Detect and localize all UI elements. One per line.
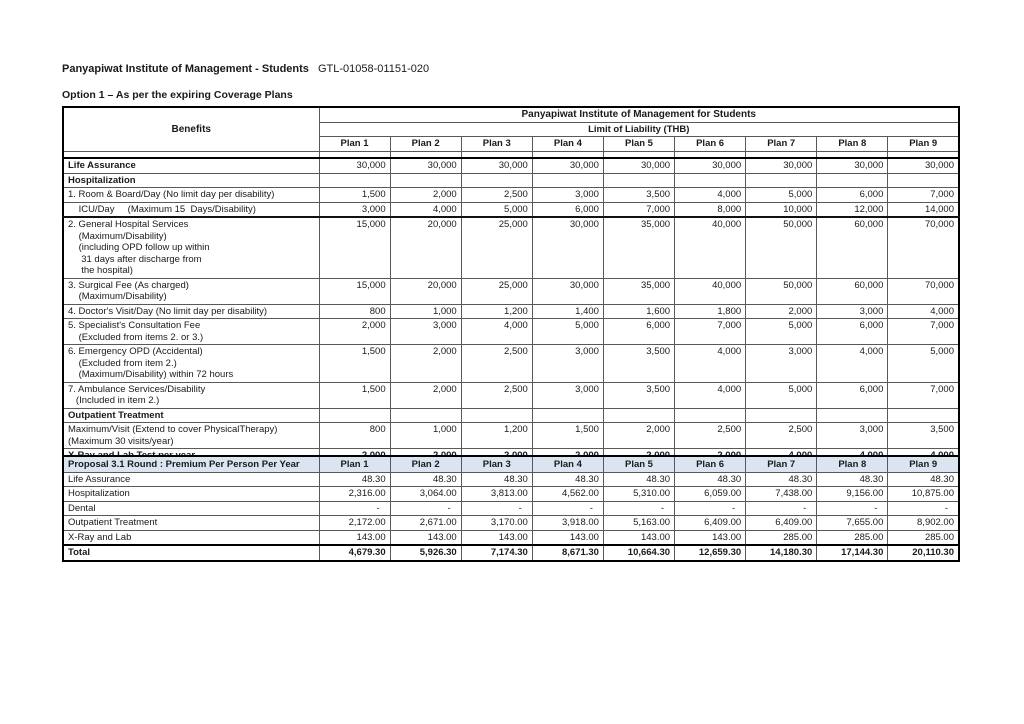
benefit-row	[63, 217, 959, 278]
premium-value: 7,438.00	[746, 487, 817, 502]
premium-table	[62, 455, 960, 562]
premium-value: 48.30	[888, 472, 959, 487]
premium-value: 3,064.00	[390, 487, 461, 502]
benefit-value: 30,000	[746, 158, 817, 173]
premium-row	[63, 530, 959, 545]
plan-header: Plan 4	[532, 137, 603, 152]
policy-reference-number: GTL-01058-01151-020	[318, 63, 430, 75]
benefit-label-line: (Maximum/Disability)	[68, 230, 167, 242]
premium-value: 285.00	[817, 530, 888, 545]
benefit-row	[63, 173, 959, 188]
benefit-label-line: Outpatient Treatment	[68, 409, 164, 421]
benefit-value: 20,000	[390, 278, 461, 304]
premium-value: -	[461, 501, 532, 516]
plan-header: Plan 2	[390, 137, 461, 152]
premium-value: 143.00	[319, 530, 390, 545]
benefit-value	[746, 408, 817, 423]
benefit-label-line: 6. Emergency OPD (Accidental)	[68, 346, 203, 357]
benefit-value: 1,200	[461, 304, 532, 319]
benefit-label	[63, 408, 319, 423]
benefit-label	[63, 278, 319, 304]
premium-value: 48.30	[532, 472, 603, 487]
premium-value: 4,679.30	[319, 545, 390, 561]
benefit-label-line: Life Assurance	[68, 160, 136, 171]
benefit-label-line: 2. General Hospital Services	[68, 219, 189, 230]
benefit-label	[63, 423, 319, 449]
benefit-label-line: 4. Doctor's Visit/Day (No limit day per disability)	[68, 305, 268, 317]
benefit-value: 800	[319, 423, 390, 449]
premium-value: 143.00	[603, 530, 674, 545]
benefit-value: 15,000	[319, 217, 390, 278]
plan-header: Plan 9	[888, 137, 959, 152]
premium-label: Outpatient Treatment	[63, 516, 319, 531]
premium-plan-header: Plan 1	[319, 456, 390, 472]
benefit-value: 4,000	[675, 345, 746, 383]
premium-value: 5,310.00	[603, 487, 674, 502]
benefit-value: 1,600	[603, 304, 674, 319]
premium-value: -	[746, 501, 817, 516]
benefit-value	[603, 173, 674, 188]
benefit-label	[63, 319, 319, 345]
benefit-value	[817, 173, 888, 188]
benefit-value: 1,500	[532, 423, 603, 449]
benefit-value: 800	[319, 304, 390, 319]
benefit-value: 2,000	[603, 423, 674, 449]
premium-table-body	[63, 472, 959, 561]
benefit-value: 6,000	[532, 202, 603, 217]
benefit-value: 35,000	[603, 278, 674, 304]
benefit-value: 5,000	[532, 319, 603, 345]
coverage-limits-table	[62, 106, 960, 465]
benefit-value: 1,200	[461, 423, 532, 449]
premium-value: 6,409.00	[675, 516, 746, 531]
benefit-row	[63, 304, 959, 319]
premium-plan-header: Plan 5	[603, 456, 674, 472]
benefit-value: 2,500	[675, 423, 746, 449]
benefit-value: 30,000	[390, 158, 461, 173]
benefit-label	[63, 217, 319, 278]
premium-value: 17,144.30	[817, 545, 888, 561]
benefit-row	[63, 408, 959, 423]
benefit-value	[319, 408, 390, 423]
benefit-value: 1,500	[319, 345, 390, 383]
benefit-row	[63, 188, 959, 203]
premium-value: -	[817, 501, 888, 516]
benefit-label-line: (Excluded from items 2. or 3.)	[68, 331, 204, 343]
premium-value: 20,110.30	[888, 545, 959, 561]
plan-header: Plan 3	[461, 137, 532, 152]
premium-value: 10,875.00	[888, 487, 959, 502]
benefit-value: 15,000	[319, 278, 390, 304]
premium-value: 14,180.30	[746, 545, 817, 561]
benefit-value: 2,000	[390, 188, 461, 203]
benefit-label-line: 5. Specialist's Consultation Fee	[68, 320, 201, 331]
benefit-label-line: (including OPD follow up within	[68, 242, 210, 253]
benefit-value	[675, 173, 746, 188]
premium-value: -	[675, 501, 746, 516]
benefit-value: 6,000	[603, 319, 674, 345]
premium-row	[63, 472, 959, 487]
benefit-value: 2,000	[319, 319, 390, 345]
premium-label: Total	[63, 545, 319, 561]
benefit-value: 35,000	[603, 217, 674, 278]
premium-plan-header: Plan 9	[888, 456, 959, 472]
premium-value: 10,664.30	[603, 545, 674, 561]
benefit-value: 2,500	[461, 188, 532, 203]
benefit-value: 25,000	[461, 217, 532, 278]
benefit-value: 2,000	[390, 345, 461, 383]
premium-value: 48.30	[461, 472, 532, 487]
option-heading: Option 1 – As per the expiring Coverage Plans	[62, 89, 293, 101]
premium-value: 5,926.30	[390, 545, 461, 561]
benefit-value	[675, 408, 746, 423]
limit-of-liability-header: Limit of Liability (THB)	[319, 122, 959, 137]
premium-row	[63, 516, 959, 531]
spacer-cell	[888, 151, 959, 158]
premium-value: 4,562.00	[532, 487, 603, 502]
benefit-value: 3,500	[603, 345, 674, 383]
benefit-value: 30,000	[603, 158, 674, 173]
premium-value: -	[532, 501, 603, 516]
premium-value: 12,659.30	[675, 545, 746, 561]
premium-value: -	[390, 501, 461, 516]
premium-value: 2,671.00	[390, 516, 461, 531]
benefit-label-line: the hospital)	[68, 265, 133, 276]
benefit-value: 70,000	[888, 217, 959, 278]
benefit-value: 30,000	[817, 158, 888, 173]
benefit-label-line: 31 days after discharge from	[68, 253, 202, 265]
benefit-value: 5,000	[746, 319, 817, 345]
premium-row	[63, 501, 959, 516]
plan-header: Plan 7	[746, 137, 817, 152]
premium-plan-header: Plan 8	[817, 456, 888, 472]
benefit-label-line: ICU/Day (Maximum 15 Days/Disability)	[68, 203, 256, 215]
premium-value: 143.00	[390, 530, 461, 545]
benefit-value: 1,500	[319, 382, 390, 408]
coverage-group-header-row	[63, 107, 959, 122]
benefit-value: 60,000	[817, 278, 888, 304]
benefit-value	[319, 173, 390, 188]
benefit-value: 30,000	[532, 158, 603, 173]
benefit-value: 4,000	[461, 319, 532, 345]
benefit-value: 5,000	[746, 382, 817, 408]
premium-plan-header: Plan 2	[390, 456, 461, 472]
spacer-cell	[319, 151, 390, 158]
plan-header: Plan 6	[675, 137, 746, 152]
spacer-cell	[390, 151, 461, 158]
benefit-value: 7,000	[888, 382, 959, 408]
premium-value: 285.00	[888, 530, 959, 545]
benefit-value: 1,800	[675, 304, 746, 319]
benefit-row	[63, 319, 959, 345]
benefit-value: 2,000	[746, 304, 817, 319]
premium-label: Hospitalization	[63, 487, 319, 502]
premium-value: 3,170.00	[461, 516, 532, 531]
premium-value: 48.30	[817, 472, 888, 487]
premium-value: 48.30	[746, 472, 817, 487]
benefit-label-line: Maximum/Visit (Extend to cover PhysicalTherapy) (Maximum 30 visits/year)	[68, 424, 281, 447]
benefit-value: 8,000	[675, 202, 746, 217]
premium-value: 6,059.00	[675, 487, 746, 502]
benefit-row	[63, 278, 959, 304]
benefit-label-line: 7. Ambulance Services/Disability	[68, 383, 206, 395]
benefit-value: 30,000	[319, 158, 390, 173]
benefit-value: 2,500	[461, 382, 532, 408]
benefit-value: 3,500	[603, 382, 674, 408]
benefit-value	[603, 408, 674, 423]
benefit-value: 3,000	[319, 202, 390, 217]
benefit-value	[390, 173, 461, 188]
premium-value: 6,409.00	[746, 516, 817, 531]
premium-value: 143.00	[532, 530, 603, 545]
benefit-row	[63, 382, 959, 408]
premium-value: 3,918.00	[532, 516, 603, 531]
premium-value: 8,902.00	[888, 516, 959, 531]
benefit-value: 30,000	[532, 217, 603, 278]
benefit-value: 30,000	[532, 278, 603, 304]
benefit-value: 14,000	[888, 202, 959, 217]
benefit-value: 3,000	[532, 382, 603, 408]
premium-total-row	[63, 545, 959, 561]
premium-value: 2,172.00	[319, 516, 390, 531]
benefit-value: 50,000	[746, 278, 817, 304]
premium-value: 5,163.00	[603, 516, 674, 531]
premium-plan-header: Plan 4	[532, 456, 603, 472]
benefit-value	[746, 173, 817, 188]
group-header: Panyapiwat Institute of Management for Students	[319, 107, 959, 122]
premium-label: Dental	[63, 501, 319, 516]
benefit-value: 3,500	[888, 423, 959, 449]
benefit-value: 2,500	[746, 423, 817, 449]
premium-table-title: Proposal 3.1 Round : Premium Per Person Per Year	[63, 456, 319, 472]
benefit-value: 30,000	[461, 158, 532, 173]
benefit-value: 7,000	[888, 319, 959, 345]
benefit-value: 3,000	[817, 304, 888, 319]
premium-value: -	[319, 501, 390, 516]
benefit-label	[63, 382, 319, 408]
benefit-label	[63, 188, 319, 203]
benefit-value: 5,000	[888, 345, 959, 383]
premium-value: 48.30	[603, 472, 674, 487]
benefit-row	[63, 345, 959, 383]
premium-label: Life Assurance	[63, 472, 319, 487]
plan-header: Plan 1	[319, 137, 390, 152]
benefit-label	[63, 304, 319, 319]
benefit-value: 3,000	[817, 423, 888, 449]
document-title: Panyapiwat Institute of Management - Students	[62, 63, 309, 75]
benefit-value: 7,000	[603, 202, 674, 217]
benefit-value: 20,000	[390, 217, 461, 278]
benefit-value	[817, 408, 888, 423]
spacer-cell	[461, 151, 532, 158]
benefit-value: 1,400	[532, 304, 603, 319]
benefit-value	[888, 173, 959, 188]
premium-row	[63, 487, 959, 502]
premium-value: 7,655.00	[817, 516, 888, 531]
benefit-value: 7,000	[888, 188, 959, 203]
benefit-label-line: (Maximum/Disability) within 72 hours	[68, 369, 234, 380]
benefit-value: 1,000	[390, 304, 461, 319]
benefit-value: 5,000	[746, 188, 817, 203]
benefit-value: 1,000	[390, 423, 461, 449]
premium-plan-header: Plan 3	[461, 456, 532, 472]
benefit-value: 6,000	[817, 382, 888, 408]
benefit-value: 40,000	[675, 278, 746, 304]
premium-value: 3,813.00	[461, 487, 532, 502]
benefit-value: 5,000	[461, 202, 532, 217]
benefit-value: 2,500	[461, 345, 532, 383]
benefit-label	[63, 345, 319, 383]
benefit-value: 3,000	[390, 319, 461, 345]
benefit-label-line: 3. Surgical Fee (As charged)	[68, 279, 189, 291]
premium-value: -	[888, 501, 959, 516]
benefit-value: 25,000	[461, 278, 532, 304]
premium-value: 2,316.00	[319, 487, 390, 502]
premium-plan-header: Plan 7	[746, 456, 817, 472]
benefit-label	[63, 202, 319, 217]
benefit-value: 30,000	[675, 158, 746, 173]
benefit-value	[532, 408, 603, 423]
benefit-label-line: (Excluded from item 2.)	[68, 357, 177, 369]
spacer-cell	[675, 151, 746, 158]
spacer-cell	[746, 151, 817, 158]
spacer-cell	[63, 151, 319, 158]
premium-value: 8,671.30	[532, 545, 603, 561]
benefit-value: 4,000	[675, 382, 746, 408]
benefit-value: 4,000	[817, 345, 888, 383]
benefit-label-line: 1. Room & Board/Day (No limit day per disability)	[68, 189, 275, 200]
premium-header-row	[63, 456, 959, 472]
benefits-column-header: Benefits	[63, 107, 319, 151]
premium-value: 143.00	[461, 530, 532, 545]
benefit-value	[390, 408, 461, 423]
benefit-value: 12,000	[817, 202, 888, 217]
benefit-value: 2,000	[390, 382, 461, 408]
premium-value: 143.00	[675, 530, 746, 545]
premium-value: 48.30	[319, 472, 390, 487]
spacer-cell	[603, 151, 674, 158]
premium-value: 48.30	[675, 472, 746, 487]
benefit-value: 50,000	[746, 217, 817, 278]
benefit-label-line: (Included in item 2.)	[68, 395, 160, 406]
premium-value: -	[603, 501, 674, 516]
benefit-value: 4,000	[675, 188, 746, 203]
plan-header: Plan 5	[603, 137, 674, 152]
benefit-value: 70,000	[888, 278, 959, 304]
benefit-label-line: (Maximum/Disability)	[68, 291, 167, 302]
benefit-value	[461, 173, 532, 188]
benefit-row	[63, 423, 959, 449]
benefit-value: 3,500	[603, 188, 674, 203]
spacer-cell	[532, 151, 603, 158]
premium-value: 9,156.00	[817, 487, 888, 502]
benefit-value: 3,000	[746, 345, 817, 383]
benefit-value: 4,000	[888, 304, 959, 319]
benefit-value: 7,000	[675, 319, 746, 345]
benefit-row	[63, 158, 959, 173]
premium-value: 285.00	[746, 530, 817, 545]
benefit-row	[63, 202, 959, 217]
premium-value: 48.30	[390, 472, 461, 487]
benefit-value: 3,000	[532, 188, 603, 203]
benefit-value: 6,000	[817, 188, 888, 203]
benefit-label	[63, 173, 319, 188]
benefit-value: 3,000	[532, 345, 603, 383]
plan-header: Plan 8	[817, 137, 888, 152]
premium-value: 7,174.30	[461, 545, 532, 561]
benefit-value: 30,000	[888, 158, 959, 173]
spacer-cell	[817, 151, 888, 158]
benefit-label	[63, 158, 319, 173]
coverage-spacer-row	[63, 151, 959, 158]
coverage-table-body	[63, 158, 959, 464]
benefit-value	[888, 408, 959, 423]
benefit-value	[461, 408, 532, 423]
benefit-value: 40,000	[675, 217, 746, 278]
benefit-value: 1,500	[319, 188, 390, 203]
premium-plan-header: Plan 6	[675, 456, 746, 472]
benefit-value: 10,000	[746, 202, 817, 217]
premium-label: X-Ray and Lab	[63, 530, 319, 545]
benefit-label-line: Hospitalization	[68, 174, 136, 186]
benefit-value: 60,000	[817, 217, 888, 278]
benefit-value: 4,000	[390, 202, 461, 217]
benefit-value	[532, 173, 603, 188]
benefit-value: 6,000	[817, 319, 888, 345]
